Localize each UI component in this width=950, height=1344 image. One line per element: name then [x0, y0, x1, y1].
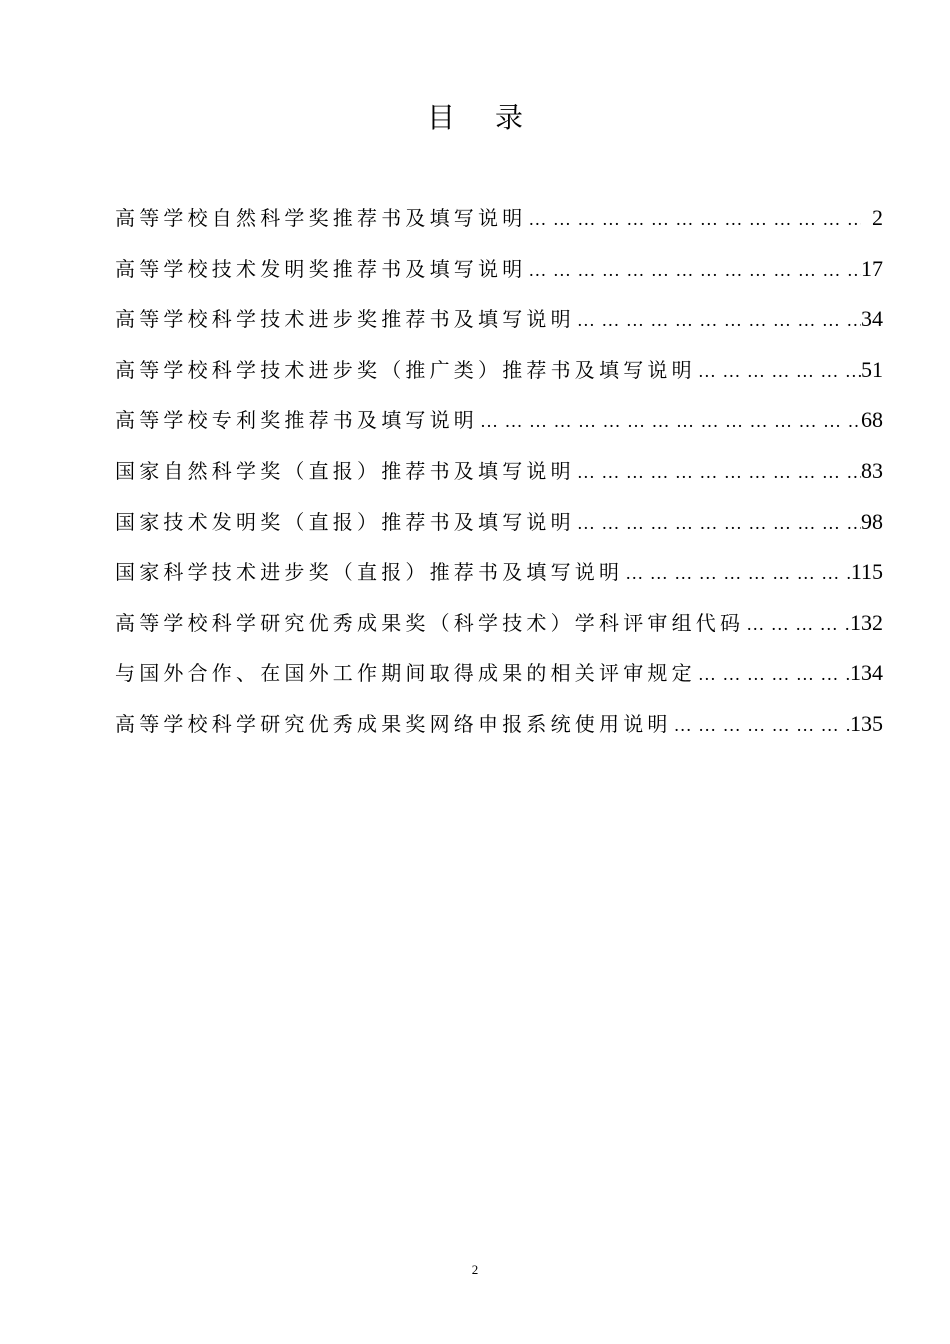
toc-entry[interactable]: [115, 350, 883, 401]
toc-leader-dots: [696, 351, 861, 391]
toc-entry-text: 高等学校自然科学奖推荐书及填写说明: [115, 206, 527, 230]
toc-entry-page: 98: [861, 508, 883, 534]
toc-entry-text: 高等学校科学技术进步奖（推广类）推荐书及填写说明: [115, 357, 696, 382]
toc-entry-page: 17: [861, 255, 883, 281]
toc-entry-text: 国家科学技术进步奖（直报）推荐书及填写说明: [115, 560, 624, 585]
toc-entry-text: 高等学校科学技术进步奖推荐书及填写说明: [115, 307, 575, 332]
toc-entry[interactable]: [115, 552, 883, 603]
toc-entry-page: 135: [850, 710, 883, 736]
toc-entry-page: 83: [861, 457, 883, 483]
toc-leader-dots: [575, 452, 861, 492]
toc-entry-page: 68: [861, 407, 883, 433]
toc-leader-dots: [478, 401, 861, 441]
toc-entry[interactable]: [115, 198, 883, 249]
toc-leader-dots: [526, 250, 861, 290]
toc-entry[interactable]: [115, 704, 883, 755]
toc-entry-page: 132: [850, 609, 883, 635]
toc-leader-dots: [744, 604, 850, 644]
toc-leader-dots: [696, 654, 850, 694]
toc-entry[interactable]: [115, 400, 883, 451]
toc-entry-page: 34: [861, 306, 883, 332]
toc-entry-text: 国家自然科学奖（直报）推荐书及填写说明: [115, 458, 575, 483]
toc-leader-dots: [575, 503, 861, 543]
toc-leader-dots: [672, 705, 850, 745]
toc-leader-dots: [623, 553, 851, 593]
toc-entry-text: 高等学校专利奖推荐书及填写说明: [115, 408, 478, 433]
toc-entry[interactable]: [115, 502, 883, 553]
toc-entry-text: 国家技术发明奖（直报）推荐书及填写说明: [115, 509, 575, 534]
toc-entry-page: 115: [850, 559, 883, 585]
toc-entry-page: 51: [861, 356, 883, 382]
toc-entry-text: 高等学校科学研究优秀成果奖（科学技术）学科评审组代码: [115, 610, 745, 635]
toc-entry-page: 2: [872, 205, 883, 230]
toc-leader-dots: [526, 199, 861, 239]
toc-entry-text: 与国外合作、在国外工作期间取得成果的相关评审规定: [115, 661, 696, 686]
toc-entry[interactable]: [115, 653, 883, 704]
toc-list: [115, 198, 883, 755]
toc-entry-page: 134: [850, 660, 883, 686]
page-number: 2: [471, 1262, 479, 1277]
toc-entry[interactable]: [115, 451, 883, 502]
toc-entry-text: 高等学校科学研究优秀成果奖网络申报系统使用说明: [115, 711, 672, 736]
toc-title: 目录: [426, 101, 563, 134]
toc-entry[interactable]: [115, 603, 883, 654]
toc-entry-text: 高等学校技术发明奖推荐书及填写说明: [115, 256, 527, 281]
toc-entry[interactable]: [115, 249, 883, 300]
toc-entry[interactable]: [115, 299, 883, 350]
toc-leader-dots: [575, 300, 861, 340]
